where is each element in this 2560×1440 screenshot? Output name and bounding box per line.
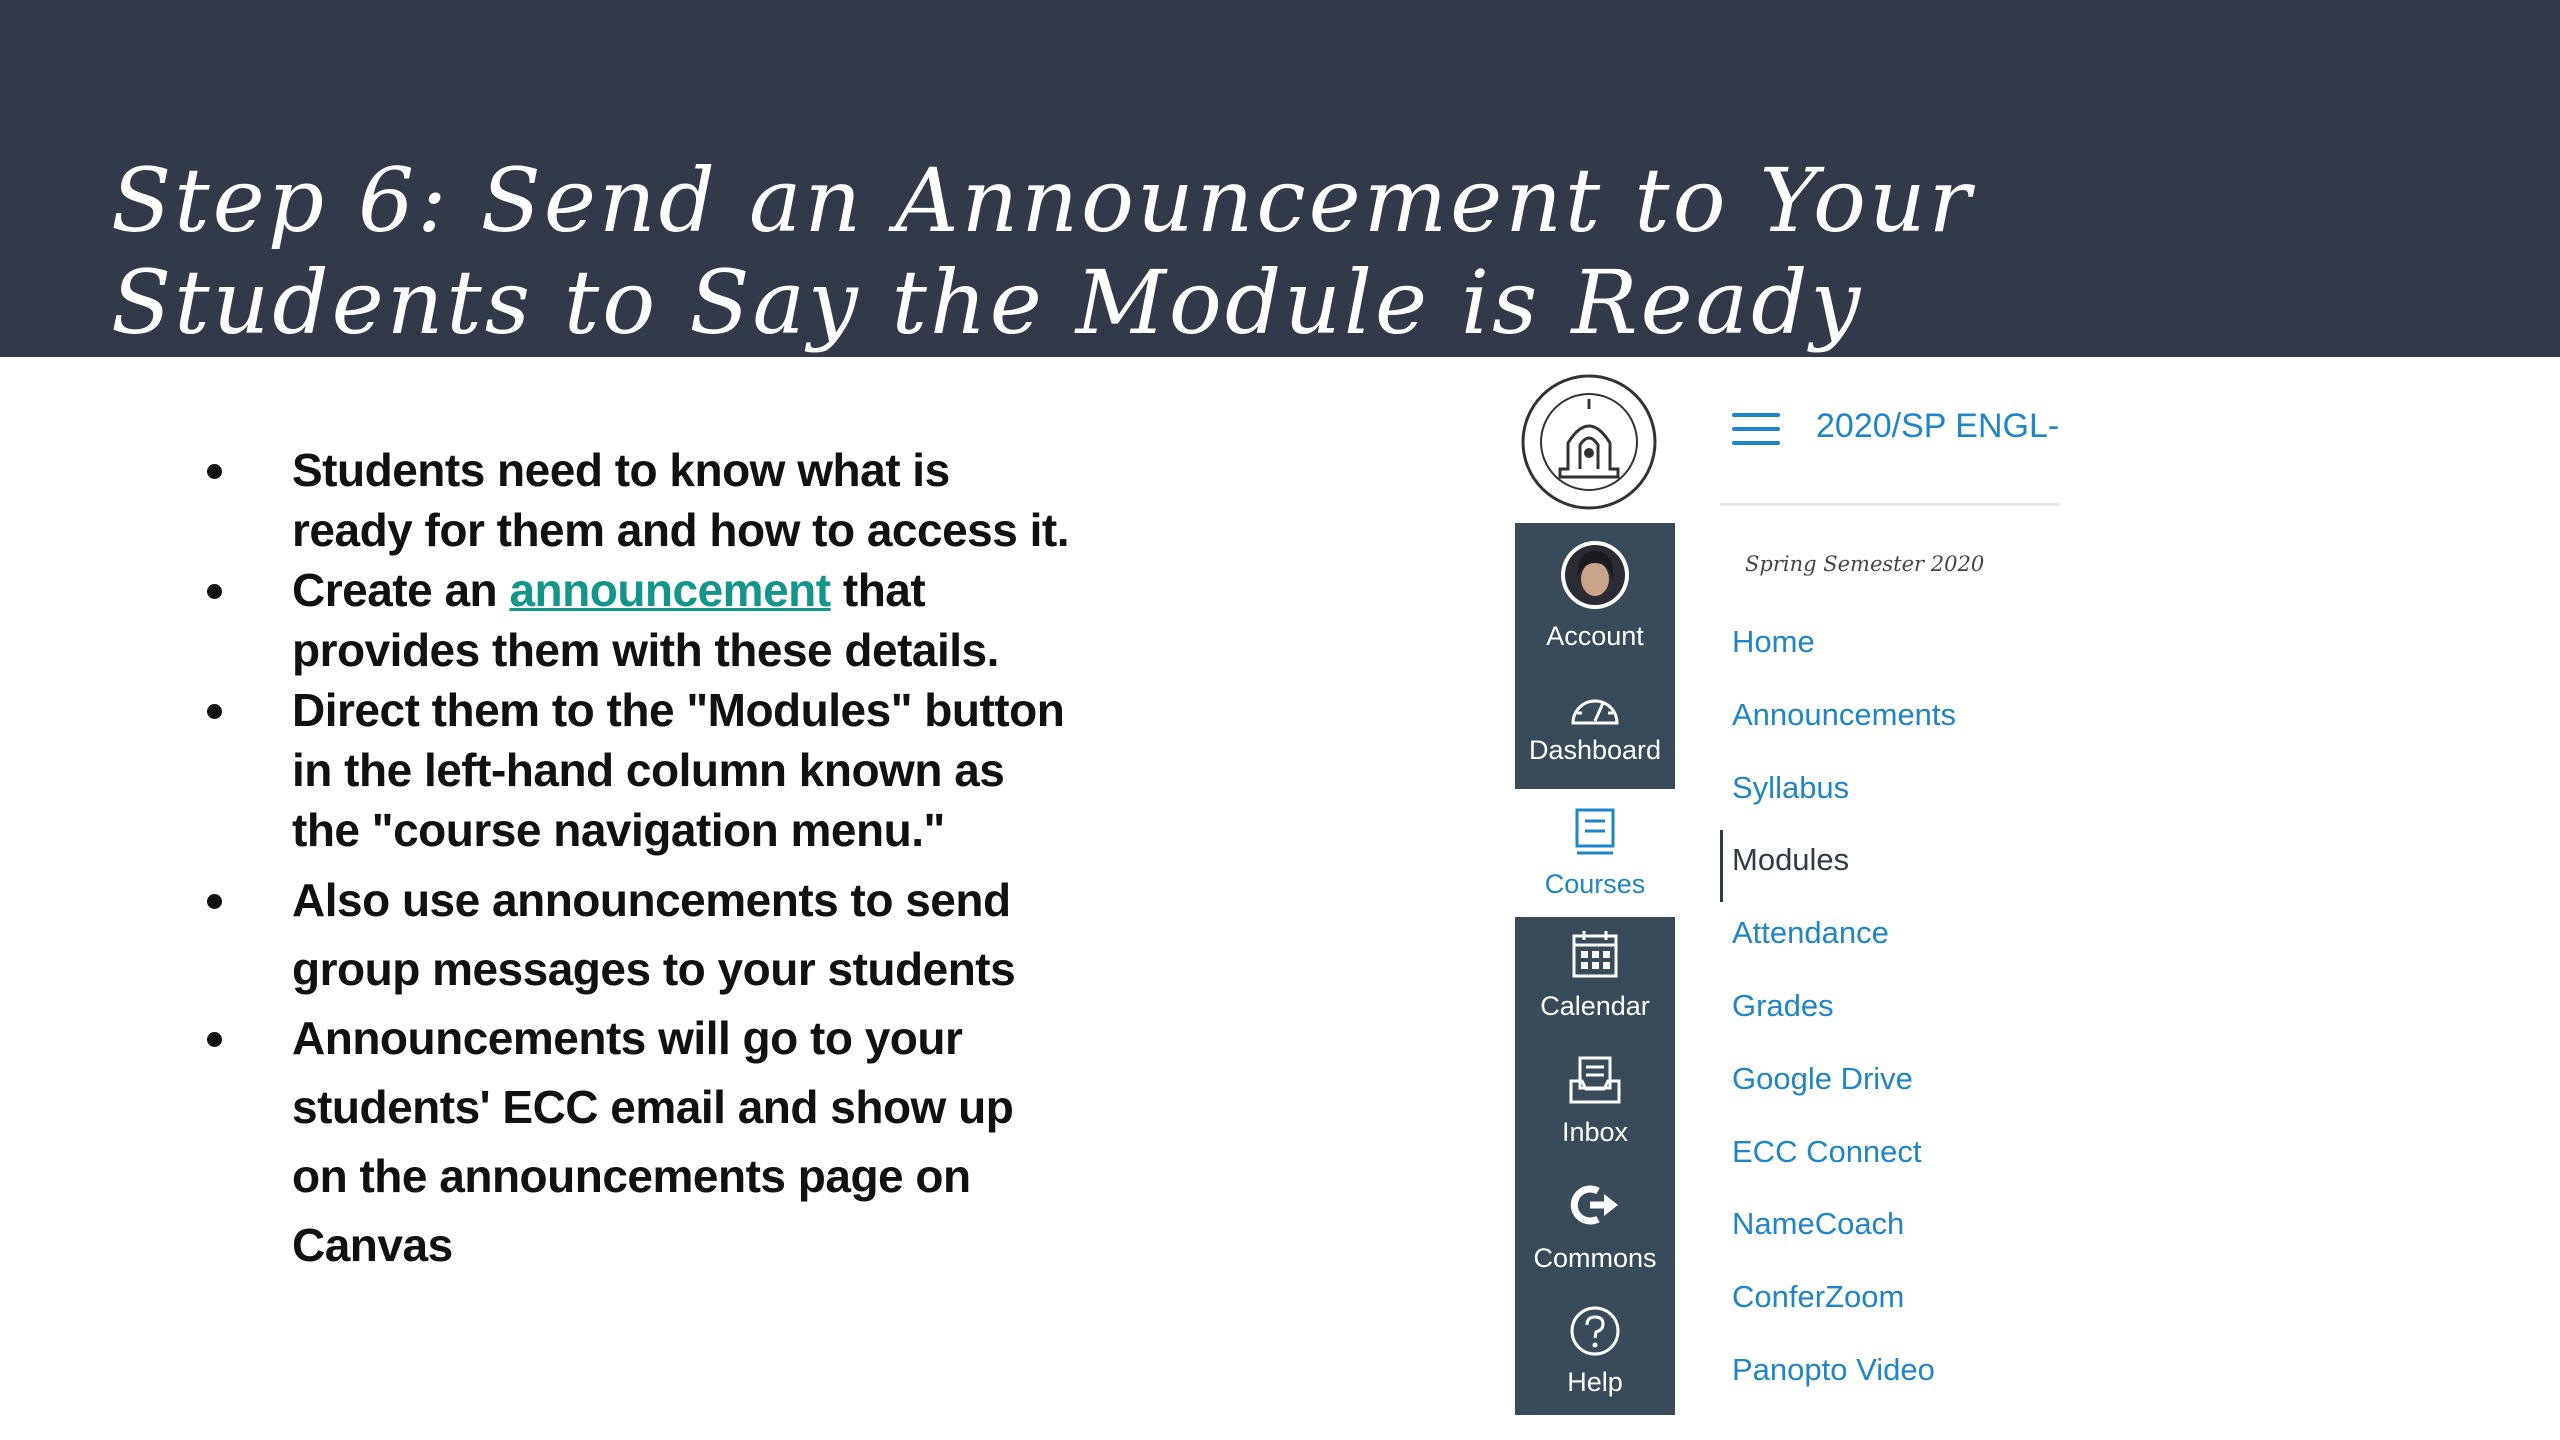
global-nav-courses[interactable] (1515, 789, 1675, 917)
course-nav-syllabus[interactable]: Syllabus (1732, 769, 1850, 805)
bullet-text: Announcements will go to your students' ECC email and show up on the announcements page on Canvas (292, 1012, 1014, 1271)
bullet-text: Also use announcements to send group messages to your students (292, 874, 1016, 995)
global-nav-account[interactable] (1515, 523, 1675, 669)
bullet-dot (207, 1032, 222, 1047)
course-nav-announcements[interactable]: Announcements (1732, 696, 1957, 732)
college-seal-logo[interactable] (1520, 373, 1658, 511)
bullet-text-after: that provides them with these details. (292, 564, 999, 676)
global-nav-label: Dashboard (1528, 735, 1662, 765)
bullet-dot (207, 584, 222, 599)
commons-icon (1568, 1183, 1622, 1227)
calendar-icon (1571, 929, 1619, 979)
course-nav-grades[interactable]: Grades (1732, 987, 1834, 1023)
global-nav-label: Inbox (1561, 1117, 1629, 1147)
bullet-dot (207, 704, 222, 719)
bullet-item (190, 560, 1070, 680)
course-nav-home[interactable]: Home (1732, 624, 1815, 659)
course-nav-ecc-connect[interactable]: ECC Connect (1732, 1133, 1922, 1169)
semester-label: Spring Semester 2020 (1745, 552, 1985, 576)
bullet-dot (207, 464, 222, 479)
bullet-list (190, 440, 1070, 1280)
global-nav-label: Account (1546, 621, 1644, 651)
slide-title: Step 6: Send an Announcement to Your Students to Say the Module is Ready (111, 149, 1974, 354)
global-nav-label: Courses (1544, 869, 1646, 899)
course-header (1720, 393, 2060, 506)
course-nav-google-drive[interactable]: Google Drive (1732, 1060, 1913, 1096)
global-nav-dashboard[interactable] (1515, 669, 1675, 789)
announcement-link[interactable]: announcement (509, 564, 831, 616)
dashboard-icon (1567, 687, 1623, 729)
course-nav-attendance[interactable]: Attendance (1732, 915, 1889, 951)
course-nav-modules[interactable]: Modules (1720, 830, 2060, 903)
global-nav-calendar[interactable] (1515, 917, 1675, 1043)
course-navigation-menu (1720, 612, 2060, 1413)
global-nav-inbox[interactable] (1515, 1043, 1675, 1169)
course-title[interactable]: 2020/SP ENGL- (1816, 407, 2060, 445)
course-nav-namecoach[interactable]: NameCoach (1732, 1206, 1905, 1242)
courses-icon (1573, 807, 1617, 857)
course-nav-conferzoom[interactable]: ConferZoom (1732, 1279, 1905, 1315)
bullet-text-before: Create an (292, 564, 510, 616)
global-nav-label: Commons (1533, 1243, 1657, 1273)
bullet-item (190, 440, 1070, 560)
help-icon (1569, 1305, 1621, 1357)
bullet-item (190, 1004, 1070, 1280)
bullet-text: Students need to know what is ready for them and how to access it. (292, 444, 1069, 556)
global-nav-commons[interactable] (1515, 1169, 1675, 1295)
global-nav-label: Calendar (1540, 991, 1650, 1021)
bullet-text: Direct them to the "Modules" button in the left-hand column known as the "course navigation menu." (292, 684, 1065, 856)
bullet-dot (207, 894, 222, 909)
global-nav-help[interactable] (1515, 1295, 1675, 1415)
global-navigation (1515, 523, 1675, 1415)
avatar (1559, 539, 1631, 611)
global-nav-label: Help (1567, 1367, 1623, 1397)
bullet-item (190, 866, 1070, 1004)
bullet-item (190, 680, 1070, 860)
hamburger-menu-icon[interactable] (1732, 413, 1780, 449)
inbox-icon (1568, 1055, 1622, 1105)
course-nav-panopto-video[interactable]: Panopto Video (1732, 1351, 1935, 1387)
